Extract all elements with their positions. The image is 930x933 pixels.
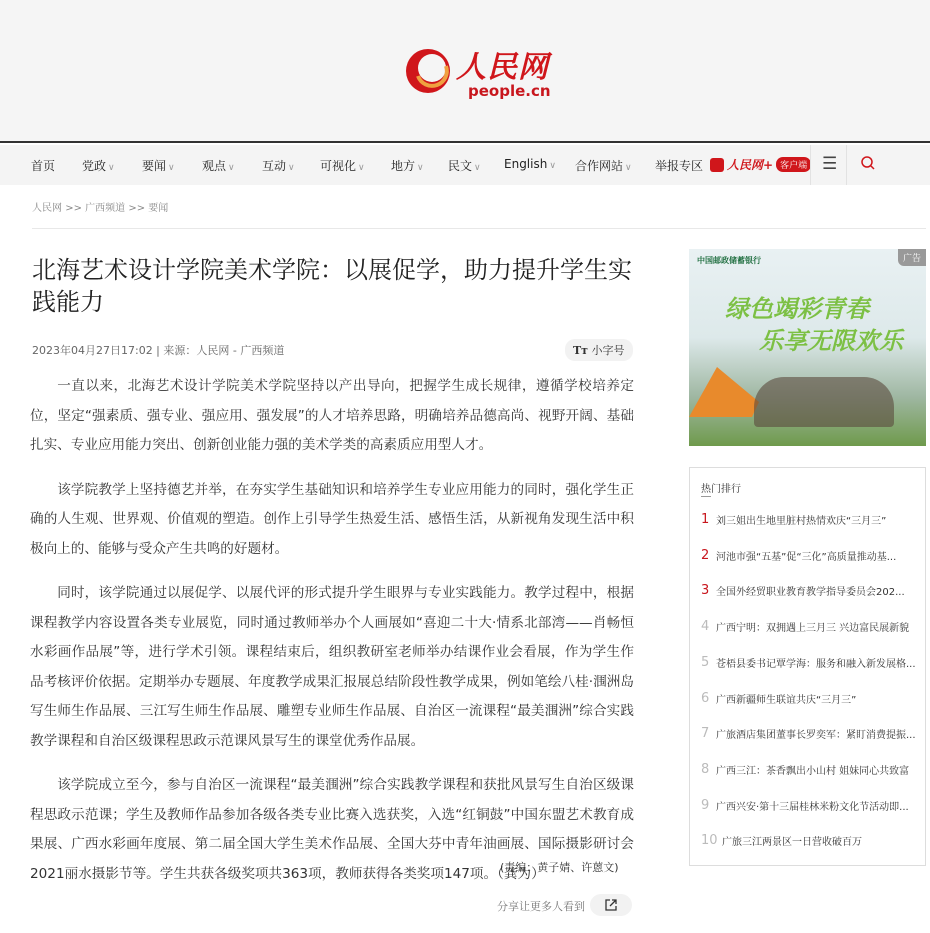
rank-number: 5 xyxy=(701,654,710,670)
hot-item-title: 刘三姐出生地里脏村热情欢庆“三月三” xyxy=(716,516,887,527)
chevron-down-icon: ∨ xyxy=(417,163,424,173)
logo-swirl-icon xyxy=(404,46,454,96)
paragraph: 该学院成立至今，参与自治区一流课程“最美涠洲”综合实践教学课程和获批风景写生自治区级课程思政示范课；学生及教师作品参加各级各类专业比赛入选获奖，入选“红铜鼓”中国东盟艺术教育成果展、广西水彩画年度展、第二届全国大学生美术作品展、全国大芬中青年油画展、国际摄影研讨会2021丽水摄影节等。学生共获各级奖项共363项，教师获得各类奖项147项。（龚为） xyxy=(30,777,634,882)
nav-item-label: English xyxy=(504,157,548,171)
divider xyxy=(32,228,926,229)
nav-item[interactable] xyxy=(142,157,175,174)
hamburger-icon[interactable]: ☰ xyxy=(822,154,838,174)
nav-item[interactable] xyxy=(575,157,632,174)
external-share-icon xyxy=(605,899,617,911)
ad-banner[interactable] xyxy=(689,249,926,446)
title-underline xyxy=(701,496,711,497)
nav-item-label: 可视化 xyxy=(320,159,357,173)
nav-item[interactable] xyxy=(655,157,703,174)
people-logo[interactable] xyxy=(404,42,554,102)
article-meta: 2023年04月27日17:02 | 来源：人民网 - 广西频道 xyxy=(32,344,285,357)
people-app-link[interactable] xyxy=(710,156,811,173)
chevron-down-icon: ∨ xyxy=(168,163,175,173)
breadcrumb-sep: >> xyxy=(128,203,146,214)
font-size-toggle[interactable] xyxy=(565,339,633,361)
app-badge: 客户端 xyxy=(776,157,811,172)
editor-credit: (责编：黄子婧、许蒽文) xyxy=(500,861,619,874)
hot-item-title: 广旅三江两景区一日营收破百万 xyxy=(722,837,862,849)
nav-item-label: 合作网站 xyxy=(575,159,624,173)
hot-item-title: 全国外经贸职业教育教学指导委员会202... xyxy=(716,587,905,599)
ad-people-image xyxy=(754,377,894,427)
nav-item-label: 要闻 xyxy=(142,159,167,173)
rank-number: 7 xyxy=(701,726,710,742)
hot-item-title: 河池市强“五基”促“三化”高质量推动基... xyxy=(716,551,897,563)
rank-number: 8 xyxy=(701,761,710,777)
ad-tag: 广告 xyxy=(898,249,926,266)
chevron-down-icon: ∨ xyxy=(108,163,115,173)
paragraph: 该学院教学上坚持德艺并举，在夯实学生基础知识和培养学生专业应用能力的同时，强化学生正确的人生观、世界观、价值观的塑造。创作上引导学生热爱生活、感悟生活，从新视角发现生活中积极向上的、能够与受众产生共鸣的好题材。 xyxy=(30,481,634,557)
hot-list-item[interactable] xyxy=(701,798,909,813)
site-header xyxy=(0,0,930,143)
ad-slogan-1: 绿色竭彩青春 xyxy=(725,295,869,323)
breadcrumb-channel[interactable]: 广西频道 xyxy=(85,203,126,214)
hot-ranking xyxy=(689,467,926,866)
breadcrumb-section[interactable]: 要闻 xyxy=(148,203,169,214)
hot-list-item[interactable] xyxy=(701,833,862,848)
search-icon[interactable] xyxy=(860,155,876,174)
chevron-down-icon: ∨ xyxy=(474,163,481,173)
hot-list-item[interactable] xyxy=(701,762,909,777)
ad-slogan-2: 乐享无限欢乐 xyxy=(759,327,903,355)
divider xyxy=(810,145,811,185)
rank-number: 6 xyxy=(701,690,710,706)
hot-list-item[interactable] xyxy=(701,583,905,598)
nav-item-label: 观点 xyxy=(202,159,227,173)
logo-text-en: people.cn xyxy=(468,82,551,100)
share-button[interactable] xyxy=(590,894,632,916)
nav-item[interactable] xyxy=(448,157,481,174)
font-size-icon: Tт xyxy=(573,344,589,357)
rank-number: 3 xyxy=(701,583,710,599)
hot-item-title: 苍梧县委书记覃学海：服务和融入新发展格... xyxy=(716,658,916,670)
font-size-label: 小字号 xyxy=(591,344,625,357)
nav-item-label: 地方 xyxy=(391,159,416,173)
logo-text-cn: 人民网 xyxy=(456,50,549,85)
hot-list-item[interactable] xyxy=(701,512,886,527)
nav-item[interactable] xyxy=(320,157,365,174)
rank-number: 10 xyxy=(701,833,718,849)
nav-item-label: 党政 xyxy=(82,159,107,173)
breadcrumb-sep: >> xyxy=(65,203,82,214)
paragraph: 同时，该学院通过以展促学、以展代评的形式提升学生眼界与专业实践能力。教学过程中，根据课程教学内容设置各类专业展览，同时通过教师举办个人画展如“喜迎二十大·情系北部湾——肖畅恒水彩画作品展”等，进行学术引领。课程结束后，组织教研室老师举办结课作业会看展，作为学生作品考核评价依据。定期举办专题展、年度教学成果汇报展总结阶段性教学成果，例如笔绘八桂·涠洲岛写生师生作品展、三江写生师生作品展、雕塑专业师生作品展、自治区一流课程“最美涠洲”综合实践教学课程和自治区级课程思政示范课风景写生的课堂优秀作品展。 xyxy=(30,585,634,749)
hot-list-item[interactable] xyxy=(701,726,916,741)
hot-item-title: 广西三江：茶香飘出小山村 姐妹同心共致富 xyxy=(716,765,910,777)
nav-item[interactable] xyxy=(31,157,55,174)
article-body xyxy=(30,372,634,904)
breadcrumb-home[interactable]: 人民网 xyxy=(32,203,62,214)
chevron-down-icon: ∨ xyxy=(549,161,556,171)
nav-item-label: 举报专区 xyxy=(655,159,704,173)
nav-item[interactable] xyxy=(202,157,235,174)
chevron-down-icon: ∨ xyxy=(625,163,632,173)
article-title: 北海艺术设计学院美术学院：以展促学，助力提升学生实践能力 xyxy=(32,256,632,316)
hot-ranking-title: 热门排行 xyxy=(701,484,741,495)
nav-item-label: 首页 xyxy=(31,159,56,173)
hot-item-title: 广西新疆师生联谊共庆“三月三” xyxy=(716,694,857,706)
nav-item-label: 民文 xyxy=(448,159,473,173)
ad-bank-name: 中国邮政储蓄银行 xyxy=(697,256,761,265)
nav-item[interactable] xyxy=(262,157,295,174)
nav-item[interactable] xyxy=(504,157,556,171)
chevron-down-icon: ∨ xyxy=(358,163,365,173)
rank-number: 2 xyxy=(701,547,710,563)
hot-item-title: 广旅酒店集团董事长罗奕军：紧盯消费提振... xyxy=(716,730,916,742)
chevron-down-icon: ∨ xyxy=(288,163,295,173)
rank-number: 1 xyxy=(701,512,710,527)
chevron-down-icon: ∨ xyxy=(228,163,235,173)
app-label: 人民网+ xyxy=(727,158,774,172)
nav-item[interactable] xyxy=(391,157,424,174)
divider xyxy=(846,145,847,185)
main-nav xyxy=(0,145,930,185)
nav-item-label: 互动 xyxy=(262,159,287,173)
nav-item[interactable] xyxy=(82,157,115,174)
rank-number: 9 xyxy=(701,797,710,813)
hot-list-item[interactable] xyxy=(701,655,916,670)
share-label: 分享让更多人看到 xyxy=(497,900,585,913)
rank-number: 4 xyxy=(701,619,710,635)
app-logo-icon xyxy=(710,158,724,172)
hot-list-item[interactable] xyxy=(701,619,909,634)
ad-tent-image xyxy=(689,367,759,417)
hot-item-title: 广西兴安·第十三届桂林米粉文化节活动即... xyxy=(716,801,909,813)
paragraph: 一直以来，北海艺术设计学院美术学院坚持以产出导向，把握学生成长规律，遵循学校培养定位，坚定“强素质、强专业、强应用、强发展”的人才培养思路，明确培养品德高尚、视野开阔、基础扎实、专业应用能力突出、创新创业能力强的美术学类的高素质应用型人才。 xyxy=(30,378,634,453)
breadcrumb xyxy=(32,199,168,214)
hot-list-item[interactable] xyxy=(701,548,896,563)
hot-item-title: 广西宁明：双拥遇上三月三 兴边富民展新貌 xyxy=(716,623,910,635)
hot-list-item[interactable] xyxy=(701,691,856,706)
